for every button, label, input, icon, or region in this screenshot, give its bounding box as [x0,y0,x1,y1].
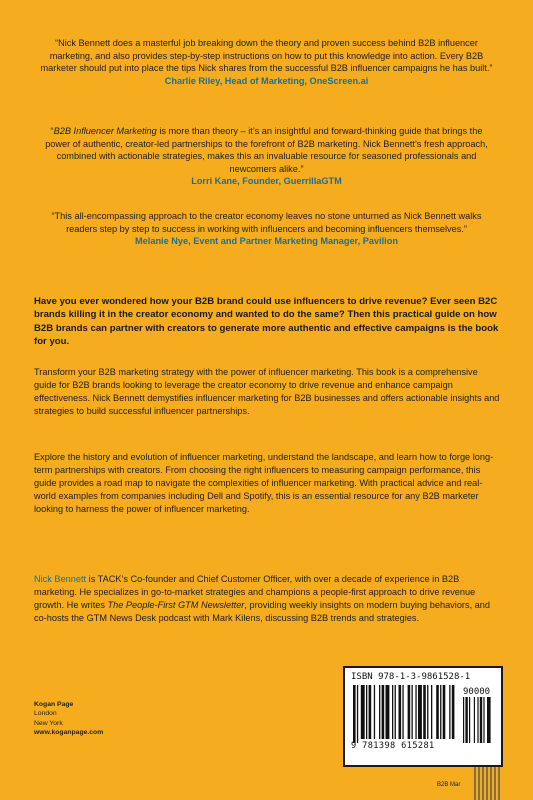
quote-3 [40,210,493,248]
barcode-bar [408,685,411,739]
quote-3-text: “This all-encompassing approach to the creator economy leaves no stone unturned as Nick Bennett walks readers step by step to success in working with influencers and becoming influencers themselves.” [51,211,482,234]
quote-1-text: “Nick Bennett does a masterful job breaking down the theory and proven success behind B2B influencer marketing, and also provides step-by-step instructions on how to put this knowledge into action. Every B2B marketer should put into place the tips Nick shares from the successful B2B influencer campaigns he has built.” [40,38,493,74]
author-bio [34,573,502,625]
barcode-bar [452,685,455,739]
price-code-bar [469,697,470,743]
spine-title-fragment: B2B Mar [437,782,461,788]
body-paragraph-1: Transform your B2B marketing strategy with the power of influencer marketing. This book is a comprehensive guide for B2B brands looking to leverage the creator economy to drive revenue and enhance campaign effectiveness. Nick Bennett demystifies influencer marketing for B2B businesses and offers actionable insights and strategies to build successful influencer partnerships. [34,367,500,416]
author-name: Nick Bennett [34,574,87,584]
barcode-bar [386,685,390,739]
barcode-bar [443,685,446,739]
quote-2-text: is more than theory – it’s an insightful and forward-thinking guide that brings the power of authentic, creator-led partnerships to the forefront of B2B marketing. Nick Bennett’s fresh approach, combined with actionable strategies, makes this an invaluable resource for seasoned professionals and newcomers alike.” [45,126,488,174]
barcode-bar [415,685,416,739]
barcode-icon [351,685,497,743]
quote-2-attribution: Lorri Kane, Founder, GuerrillaGTM [191,176,342,187]
barcode-bar [412,685,413,739]
quote-2 [40,125,493,188]
barcode-bar [374,685,375,739]
barcode-bar [357,685,358,743]
barcode-bar [418,685,422,739]
price-code-bar [480,697,482,743]
barcode-bar [423,685,426,739]
publisher-block [34,700,103,738]
barcode-bar [366,685,367,739]
publisher-city-london: London [34,710,57,718]
intro-paragraph: Have you ever wondered how your B2B brand could use influencers to drive revenue? Ever seen B2C brands killing it in the creator economy and wanted to do the same? Then this practical guide on how B2B brands can partner with creators to generate more authentic and effective campaigns is the book for you. [34,296,499,348]
body-paragraph-2: Explore the history and evolution of influencer marketing, understand the landscape, and learn how to forge long-term partnerships with creators. From choosing the right influencers to measuring campaign performance, this guide provides a road map to navigate the complexities of influencer marketing. With practical advice and real-world examples from companies including Dell and Spotify, this is an essential resource for any B2B marketer looking to harness the power of influencer marketing. [34,452,494,514]
barcode-bar [436,685,439,739]
newsletter-title: The People-First GTM Newsletter [107,600,245,610]
barcode-bar [392,685,393,739]
barcode-bar [402,685,403,739]
barcode-bar [440,685,441,739]
publisher-name: Kogan Page [34,701,74,708]
quote-1 [40,37,493,87]
barcode-bar [395,685,396,739]
price-code-bar [477,697,478,743]
barcode-bar [369,685,372,739]
price-code-text: 90000 [463,687,491,697]
publisher-city-newyork: New York [34,719,63,727]
quote-1-attribution: Charlie Riley, Head of Marketing, OneScreen.ai [164,75,369,86]
barcode-bar [431,685,432,739]
isbn-label: ISBN 978-1-3-9861528-1 [351,672,471,682]
author-bio-text-b: , providing weekly insights on modern buying behaviors, and co-hosts the GTM News Desk podcast with Mark Kilens, discussing B2B trends and strategies. [34,600,491,623]
isbn-barcode-box [343,666,503,767]
price-code-bar [463,697,464,743]
price-code-bar [483,697,484,743]
barcode-bar [382,685,385,739]
quote-2-book-title: B2B Influencer Marketing [53,126,157,136]
barcode-bar [353,685,356,743]
quote-3-attribution: Melanie Nye, Event and Partner Marketing Manager, Pavilion [135,236,398,247]
price-code-bar [487,697,491,743]
isbn-digits: 9 781398 615281 [351,741,435,751]
price-code-bar [474,697,475,743]
barcode-bar [379,685,380,739]
barcode-bar [399,685,402,739]
barcode-bar [427,685,428,739]
author-bio-text-a: is TACK’s Co-founder and Chief Customer Officer, with over a decade of experience in B2B marketing. He specializes in go-to-market strategies and champions a people-first approach to drive revenue growth. He writes [34,574,476,610]
barcode-bar [449,685,450,739]
barcode-bar [361,685,365,739]
quote-2-open: “ [50,126,54,136]
price-code-bar [465,697,467,743]
publisher-url: www.koganpage.com [34,729,104,737]
